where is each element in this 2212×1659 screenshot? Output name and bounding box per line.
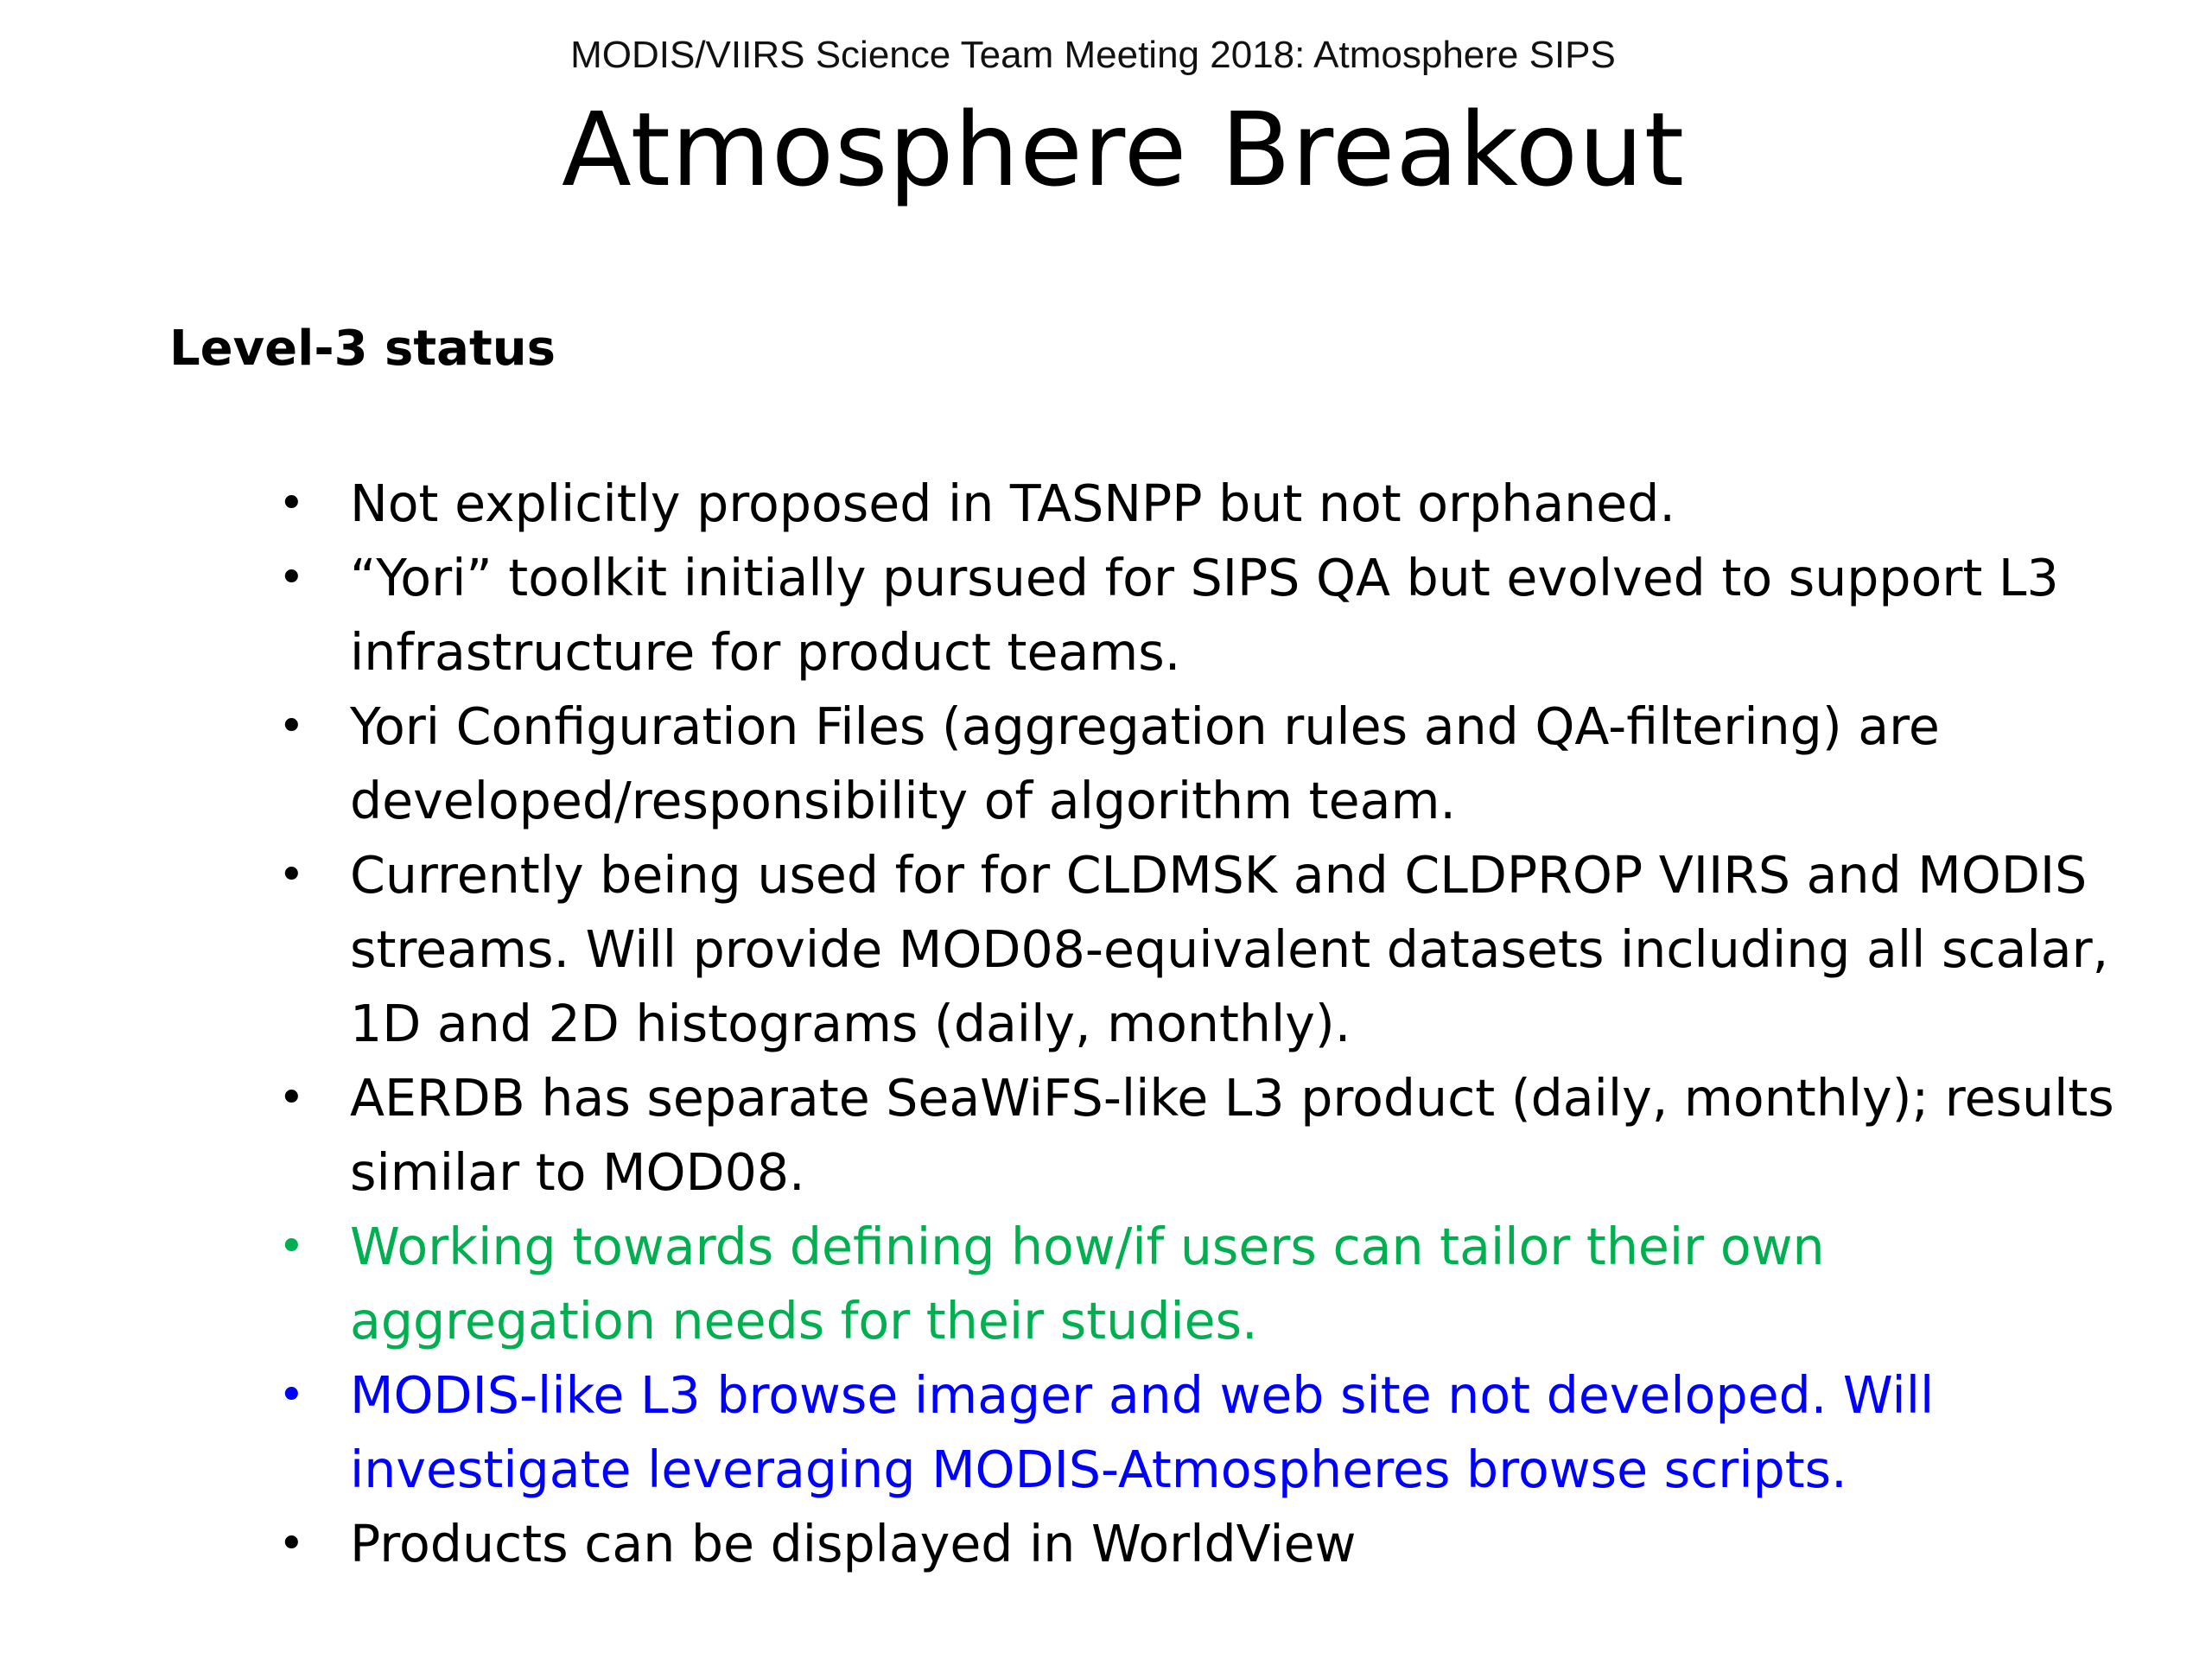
bullet-icon: •: [278, 1518, 305, 1570]
bullet-item-not-proposed: [276, 467, 2117, 541]
bullet-item-browse-imager: [276, 1358, 2117, 1507]
bullet-text: Currently being used for for CLDMSK and CLDPROP VIIRS and MODIS streams. Will provide MOD08-equivalent datasets including all scalar, 1D and 2D histograms (daily, monthly).: [350, 846, 2109, 1053]
bullet-text: Yori Configuration Files (aggregation rules and QA-filtering) are developed/responsibility of algorithm team.: [350, 697, 1940, 830]
bullet-icon: •: [278, 478, 305, 530]
section-heading: Level-3 status: [169, 321, 556, 377]
bullet-item-config-files: [276, 690, 2117, 838]
bullet-item-user-tailoring: [276, 1210, 2117, 1358]
bullet-text: MODIS-like L3 browse imager and web site not developed. Will investigate leveraging MODIS-Atmospheres browse scripts.: [350, 1366, 1935, 1499]
bullet-text: “Yori” toolkit initially pursued for SIPS QA but evolved to support L3 infrastructure for product teams.: [350, 549, 2059, 682]
bullet-item-current-usage: [276, 838, 2117, 1061]
bullet-list: [276, 467, 2117, 1581]
bullet-item-worldview: [276, 1507, 2117, 1581]
slide-title: Atmosphere Breakout: [561, 90, 1685, 209]
meeting-header: MODIS/VIIRS Science Team Meeting 2018: Atmosphere SIPS: [570, 34, 1616, 76]
bullet-text: Not explicitly proposed in TASNPP but not orphaned.: [350, 474, 1675, 533]
bullet-icon: •: [278, 1370, 305, 1421]
bullet-icon: •: [278, 1072, 305, 1124]
bullet-icon: •: [278, 849, 305, 901]
bullet-item-aerdb: [276, 1061, 2117, 1210]
bullet-icon: •: [278, 1221, 305, 1273]
bullet-text: Products can be displayed in WorldView: [350, 1515, 1357, 1573]
bullet-icon: •: [278, 701, 305, 753]
bullet-item-yori-toolkit: [276, 541, 2117, 690]
bullet-text: AERDB has separate SeaWiFS-like L3 product (daily, monthly); results similar to MOD08.: [350, 1069, 2114, 1202]
bullet-text: Working towards defining how/if users can tailor their own aggregation needs for their studies.: [350, 1217, 1825, 1351]
bullet-icon: •: [278, 552, 305, 604]
